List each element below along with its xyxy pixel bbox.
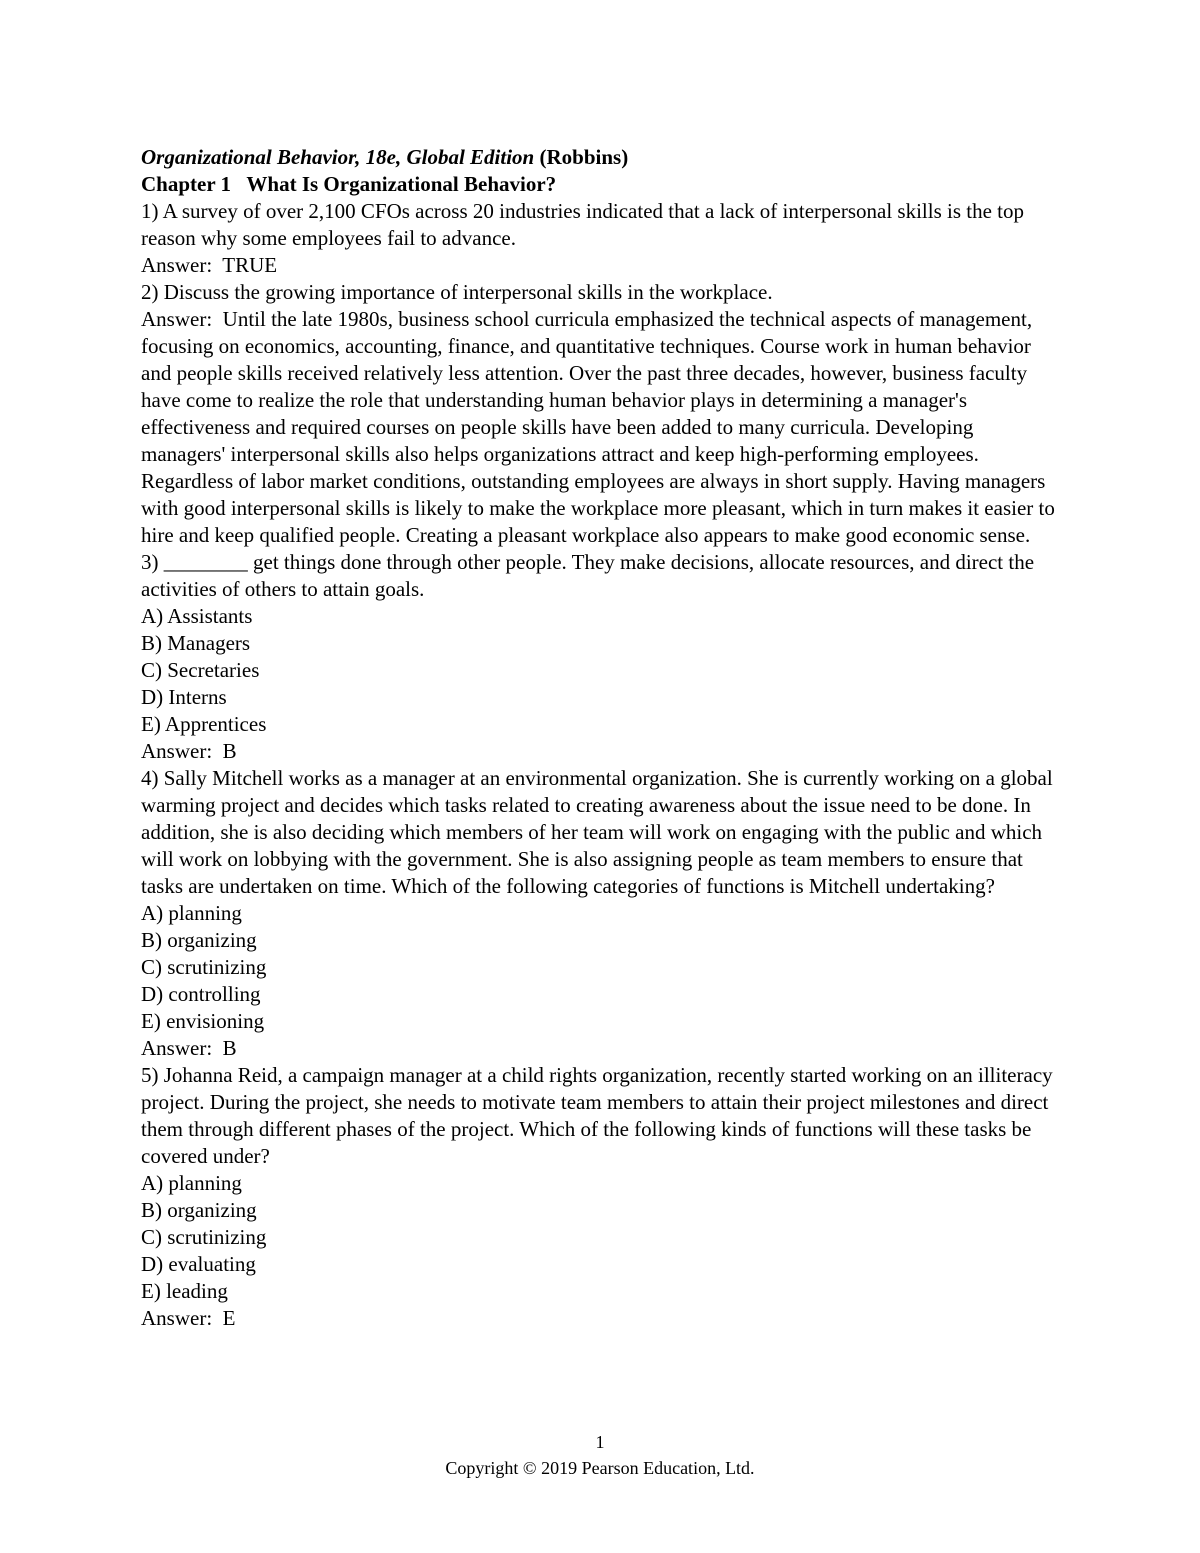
question-5-text: 5) Johanna Reid, a campaign manager at a child rights organization, recently started working on an illiteracy project. During the project, she needs to motivate team members to attain their project milestones and direct them through different phases of the project. Which of the following kinds of functions will these tasks be covered under? bbox=[141, 1063, 1058, 1168]
question-3-option-a: A) Assistants bbox=[141, 604, 253, 628]
question-5-option-c: C) scrutinizing bbox=[141, 1225, 267, 1249]
book-title-line bbox=[141, 144, 1061, 171]
question-2-answer: Answer: Until the late 1980s, business school curricula emphasized the technical aspects of management, focusing on economics, accounting, finance, and quantitative techniques. Course work in human behavior and people skills received relatively less attention. Over the past three decades, however, business faculty have come to realize the role that understanding human behavior plays in determining a manager's effectiveness and required courses on people skills have been added to many curricula. Developing managers' interpersonal skills also helps organizations attract and keep high-performing employees. Regardless of labor market conditions, outstanding employees are always in short supply. Having managers with good interpersonal skills is likely to make the workplace more pleasant, which in turn makes it easier to hire and keep qualified people. Creating a pleasant workplace also appears to make good economic sense. bbox=[141, 307, 1061, 547]
copyright-notice: Copyright © 2019 Pearson Education, Ltd. bbox=[445, 1458, 755, 1478]
question-3-option-b: B) Managers bbox=[141, 631, 251, 655]
question-5-option-e: E) leading bbox=[141, 1279, 228, 1303]
question-5-answer: Answer: E bbox=[141, 1306, 236, 1330]
page-number: 1 bbox=[595, 1432, 605, 1452]
question-4-option-e: E) envisioning bbox=[141, 1009, 265, 1033]
book-title: Organizational Behavior, 18e, Global Edition bbox=[141, 145, 535, 169]
question-4-text: 4) Sally Mitchell works as a manager at an environmental organization. She is currently working on a global warming project and decides which tasks related to creating awareness about the issue need to be done. In addition, she is also deciding which members of her team will work on engaging with the public and which will work on lobbying with the government. She is also assigning people as team members to ensure that tasks are undertaken on time. Which of the following categories of functions is Mitchell undertaking? bbox=[141, 766, 1058, 898]
question-1-answer: Answer: TRUE bbox=[141, 253, 278, 277]
question-3-option-c: C) Secretaries bbox=[141, 658, 260, 682]
document-content bbox=[141, 144, 1061, 1332]
question-4-option-c: C) scrutinizing bbox=[141, 955, 267, 979]
question-4-answer: Answer: B bbox=[141, 1036, 237, 1060]
question-4-option-a: A) planning bbox=[141, 901, 242, 925]
question-3-text: 3) ________ get things done through other people. They make decisions, allocate resources, and direct the activities of others to attain goals. bbox=[141, 550, 1040, 601]
question-3-answer: Answer: B bbox=[141, 739, 237, 763]
question-3-option-d: D) Interns bbox=[141, 685, 227, 709]
question-5-option-a: A) planning bbox=[141, 1171, 242, 1195]
question-4-option-d: D) controlling bbox=[141, 982, 261, 1006]
question-1-text: 1) A survey of over 2,100 CFOs across 20 industries indicated that a lack of interpersonal skills is the top reason why some employees fail to advance. bbox=[141, 199, 1030, 250]
question-2-text: 2) Discuss the growing importance of interpersonal skills in the workplace. bbox=[141, 280, 773, 304]
book-author: (Robbins) bbox=[534, 145, 629, 169]
question-5-option-b: B) organizing bbox=[141, 1198, 257, 1222]
chapter-heading: Chapter 1 What Is Organizational Behavior? bbox=[141, 172, 557, 196]
question-5-option-d: D) evaluating bbox=[141, 1252, 256, 1276]
question-3-option-e: E) Apprentices bbox=[141, 712, 267, 736]
question-4-option-b: B) organizing bbox=[141, 928, 257, 952]
